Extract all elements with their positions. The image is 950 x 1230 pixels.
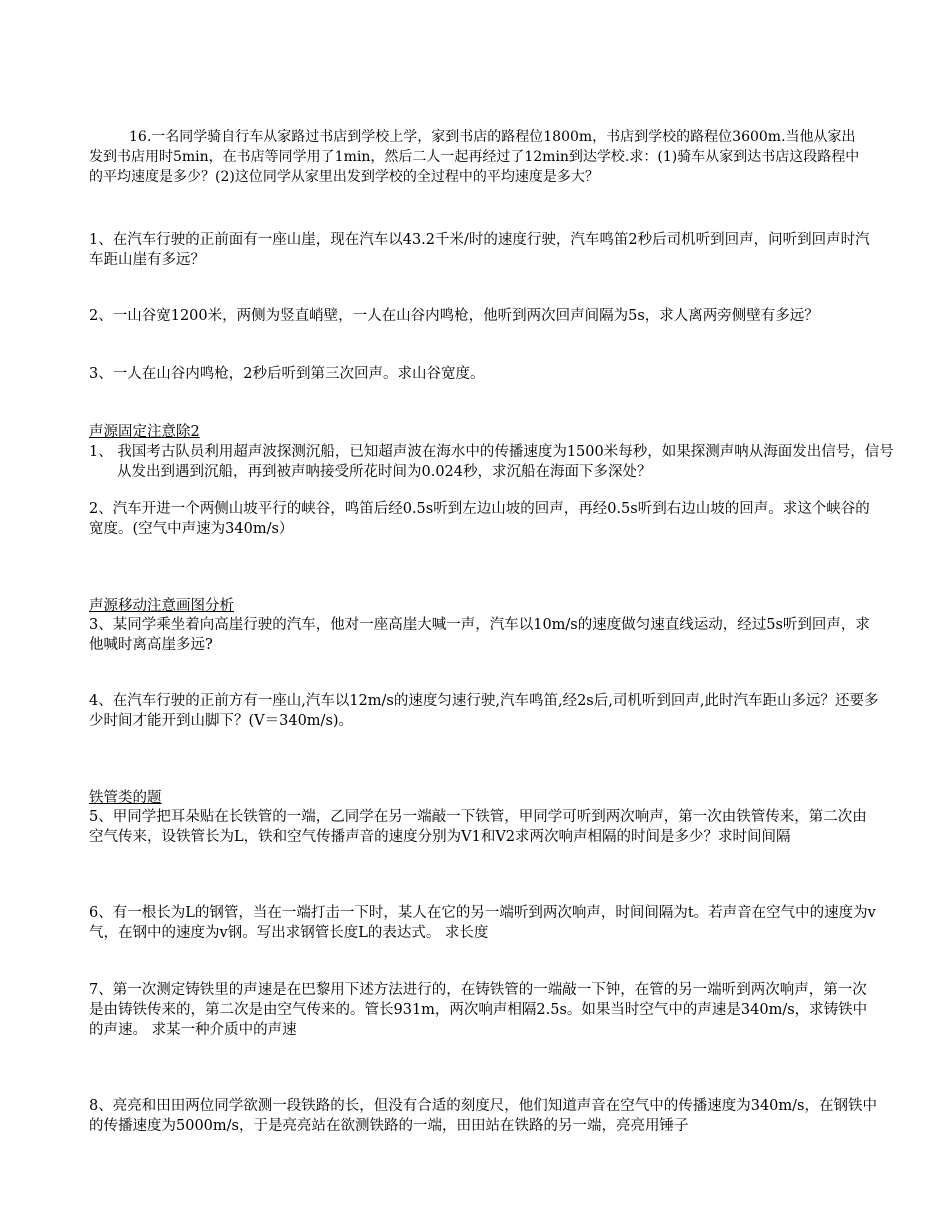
echo-problem-2: 2、一山谷宽1200米，两侧为竖直峭壁，一人在山谷内鸣枪，他听到两次回声间隔为5s，求人离两旁侧壁有多远？ [89, 308, 819, 324]
fixed-source-problem-2: 2、汽车开进一个两侧山坡平行的峡谷，鸣笛后经0.5s听到左边山坡的回声，再经0.5s听到右边山坡的回声。求这个峡谷的宽度。(空气中声速为340m/s） [89, 501, 870, 537]
moving-source-problem-4: 4、在汽车行驶的正前方有一座山,汽车以12m/s的速度匀速行驶,汽车鸣笛,经2s后,司机听到回声,此时汽车距山多远？还要多少时间才能开到山脚下？(V＝340m/s)。 [89, 693, 879, 729]
echo-problem-3: 3、一人在山谷内鸣枪，2秒后听到第三次回声。求山谷宽度。 [89, 366, 485, 382]
moving-source-problem-3: 3、某同学乘坐着向高崖行驶的汽车，他对一座高崖大喊一声，汽车以10m/s的速度做匀速直线运动，经过5s听到回声，求他喊时离高崖多远? [89, 617, 870, 653]
pipe-problem-7: 7、第一次测定铸铁里的声速是在巴黎用下述方法进行的，在铸铁管的一端敲一下钟，在管的另一端听到两次响声，第一次是由铸铁传来的，第二次是由空气传来的。管长931m，两次响声相隔2.5s。如果当时空气中的声速是340m/s，求铸铁中的声速。 求某一种介质中的声速 [89, 982, 868, 1038]
section-heading-iron-pipe: 铁管类的题 [89, 790, 162, 806]
section-heading-fixed-source: 声源固定注意除2 [89, 424, 200, 440]
problem-16: 16.一名同学骑自行车从家路过书店到学校上学，家到书店的路程位1800m，书店到学校的路程位3600m.当他从家出发到书店用时5min，在书店等同学用了1min，然后二人一起再经过了12min到达学校.求：(1)骑车从家到达书店这段路程中的平均速度是多少？(2)这位同学从家里出发到学校的全过程中的平均速度是多大？ [89, 129, 860, 185]
section-heading-moving-source: 声源移动注意画图分析 [89, 598, 234, 614]
pipe-problem-8: 8、亮亮和田田两位同学欲测一段铁路的长，但没有合适的刻度尺，他们知道声音在空气中的传播速度为340m/s，在钢铁中的传播速度为5000m/s，于是亮亮站在欲测铁路的一端，田田站在铁路的另一端，亮亮用锤子 [89, 1098, 877, 1134]
pipe-problem-6: 6、有一根长为L的钢管，当在一端打击一下时，某人在它的另一端听到两次响声，时间间隔为t。若声音在空气中的速度为v气，在钢中的速度为v钢。写出求钢管长度L的表达式。 求长度 [89, 905, 876, 941]
fixed-source-problem-1: 1、 我国考古队员利用超声波探测沉船，已知超声波在海水中的传播速度为1500米每秒，如果探测声呐从海面发出信号，信号从发出到遇到沉船，再到被声呐接受所花时间为0.024秒，求沉船在海面下多深处？ [89, 444, 894, 480]
pipe-problem-5: 5、甲同学把耳朵贴在长铁管的一端，乙同学在另一端敲一下铁管，甲同学可听到两次响声，第一次由铁管传来，第二次由空气传来，设铁管长为L，铁和空气传播声音的速度分别为V1和V2求两次响声相隔的时间是多少？求时间间隔 [89, 809, 867, 845]
echo-problem-1: 1、在汽车行驶的正前面有一座山崖，现在汽车以43.2千米/时的速度行驶，汽车鸣笛2秒后司机听到回声，问听到回声时汽车距山崖有多远？ [89, 232, 870, 268]
